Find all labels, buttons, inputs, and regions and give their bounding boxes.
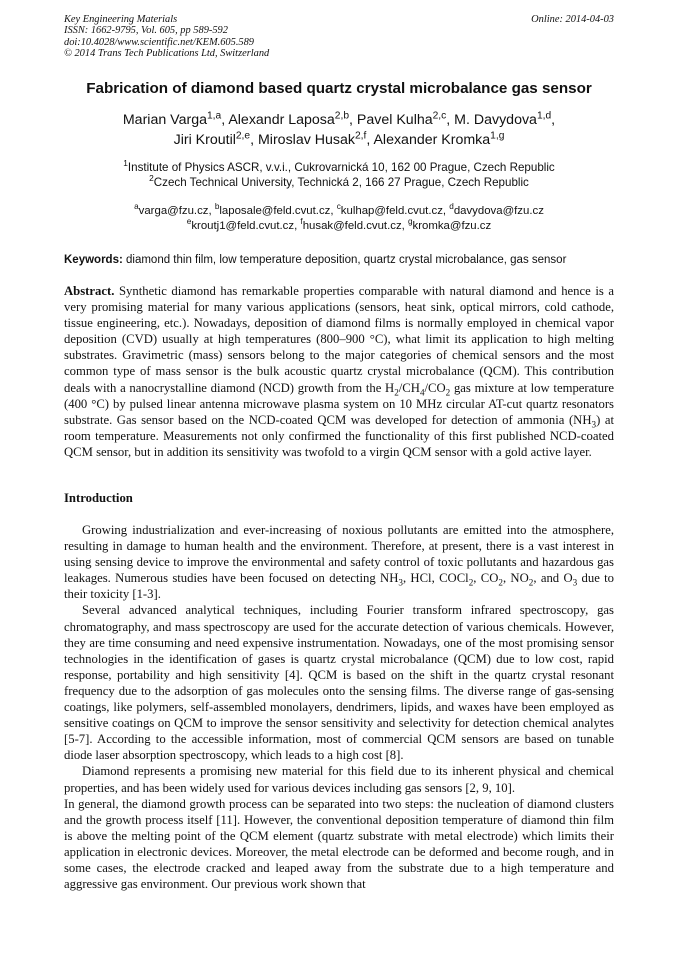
subscript: 3 xyxy=(572,577,578,588)
abstract-text: /CH xyxy=(398,380,420,395)
author: Miroslav Husak xyxy=(257,131,355,148)
abstract xyxy=(64,283,614,460)
author-affil-mark: 1,g xyxy=(490,129,505,141)
author-affil-mark: 2,e xyxy=(235,129,251,141)
paragraph: Diamond represents a promising new material for this field due to its inherent physical and chemical properties, and has been widely used for various devices including gas sensors [2, 9, 10]. xyxy=(64,764,614,795)
paper-title: Fabrication of diamond based quartz crystal microbalance gas sensor xyxy=(86,80,592,97)
paragraph xyxy=(64,522,614,602)
author: Alexander Kromka xyxy=(373,131,491,148)
keywords-label: Keywords: xyxy=(64,254,123,266)
affiliation xyxy=(40,172,638,191)
author: M. Davydova xyxy=(454,112,537,128)
affiliation-mark: 1 xyxy=(123,158,128,169)
email-link[interactable]: laposale@feld.cvut.cz xyxy=(219,205,331,217)
author: Marian Varga xyxy=(122,112,207,128)
doi-line: doi:10.4028/www.scientific.net/KEM.605.589 xyxy=(64,36,254,48)
affiliations xyxy=(40,158,638,191)
email-link[interactable]: varga@fzu.cz xyxy=(138,205,209,217)
keywords-text: diamond thin film, low temperature deposition, quartz crystal microbalance, gas sensor xyxy=(126,254,567,266)
author-affil-mark: 2,c xyxy=(432,110,447,122)
email-mark: g xyxy=(407,217,413,227)
section-heading-introduction: Introduction xyxy=(64,491,133,505)
journal-header xyxy=(64,14,614,60)
paragraph: Several advanced analytical techniques, including Fourier transform infrared spectroscopy, gas chromatography, and mass spectroscopy are used for the accurate detection of various chemicals. However, they are time consuming and need expensive instrumentation. Nowadays, one of the most promising sensor technologies in the identification of gases is quartz crystal microbalance (QCM) due to low cost, rapid response, portability and high sensitivity [4]. QCM is based on the shift in the quartz crystal resonant frequency due to the adsorption of gas molecules onto the sensing films. The diverse range of gas-sensing coatings, like polymers, self-assembled monolayers, dendrimers, lipids, and waxes have been employed as sensitive coatings on QCM to improve the sensor sensitivity and selectivity for detection chemical analytes [5-7]. According to the accessible information, most of commercial QCM sensors are based on tunable diode laser absorption spectroscopy, which leads to a high cost [8]. xyxy=(64,603,614,763)
author-affil-mark: 1,a xyxy=(206,110,222,122)
paragraph-text: , and O xyxy=(533,571,573,586)
email-link[interactable]: davydova@fzu.cz xyxy=(453,205,544,217)
journal-name: Key Engineering Materials xyxy=(64,14,178,25)
email-mark: c xyxy=(336,202,341,212)
paragraph: In general, the diamond growth process can be separated into two steps: the nucleation of diamond clusters and the growth process itself [11]. However, the conventional deposition temperature of diamond thin film is above the melting point of the QCM element (quartz substrate with metal electrode) which limits their application in electronic devices. Moreover, the metal electrode can be deformed and become rough, and in some cases, the electrode cracked and leaped away from the substrate due to a high temperature and aggressive gas environment. Our previous work shown that xyxy=(64,796,614,892)
paragraph-text: , NO xyxy=(502,571,529,586)
affiliation-mark: 2 xyxy=(149,172,154,183)
email-mark: a xyxy=(134,202,139,212)
abstract-text: /CO xyxy=(424,380,446,395)
abstract-label: Abstract. xyxy=(64,284,115,298)
paragraph-text: Growing industrialization and ever-increasing of noxious pollutants are emitted into the atmosphere, resulting in damage to human health and the environment. Therefore, at present, there is a vast interest in using sensing device to improve the environmental and safety control of toxic pollutants and hazardous gas leakages. Numerous studies have been focused on detecting NH xyxy=(64,523,614,586)
email-mark: b xyxy=(214,202,220,212)
author: Jiri Kroutil xyxy=(173,131,236,148)
email-link[interactable]: kroutj1@feld.cvut.cz xyxy=(191,220,295,232)
paragraph-text: , CO xyxy=(473,571,499,586)
subscript: 2 xyxy=(394,387,399,398)
paragraph-text: , HCl, COCl xyxy=(402,571,469,586)
online-date: Online: 2014-04-03 xyxy=(531,14,614,25)
email-list: $^a$varga@fzu.cz, $^b$laposale@feld.cvut.cz, $^c$kulhap@feld.cvut.cz, $^d$davydova@fzu.cz $^e$kroutj1@feld.cvut.cz, $^f$husak@feld.cvut.cz, $^g$kromka@fzu.cz xyxy=(134,202,544,232)
author: Pavel Kulha xyxy=(356,112,433,128)
email-link[interactable]: kromka@fzu.cz xyxy=(412,220,492,232)
keywords xyxy=(64,254,614,266)
email-mark: e xyxy=(186,217,192,227)
abstract-text: Synthetic diamond has remarkable properties comparable with natural diamond and hence is a very promising material for many various applications (sensors, heat sink, optical mirrors, cold cathode, tissue engineering, etc.). Nowadays, deposition of diamond films is normally employed in chemical vapor deposition (CVD) usually at high temperatures (800–900 °C), what limit its application to high melting substrates. Gravimetric (mass) sensors belong to the major categories of chemical sensors and the most common type of mass sensor is the bulk acoustic quartz crystal microbalance (QCM). This contribution deals with a nanocrystalline diamond (NCD) growth from the H xyxy=(64,284,614,395)
subscript: 2 xyxy=(445,387,451,398)
affiliation-text: Czech Technical University, Technická 2, 166 27 Prague, Czech Republic xyxy=(153,175,529,189)
email-link[interactable]: kulhap@feld.cvut.cz xyxy=(340,205,443,217)
subscript: 4 xyxy=(419,387,425,398)
issn-line: ISSN: 1662-9795, Vol. 605, pp 589-592 xyxy=(64,25,228,37)
subscript: 2 xyxy=(498,577,503,588)
subscript: 3 xyxy=(591,419,597,430)
email-mark: d xyxy=(449,202,454,212)
author: Alexandr Laposa xyxy=(228,112,335,128)
author-affil-mark: 1,d xyxy=(536,110,552,122)
abstract-text: ) at room temperature. Measurements not only confirmed the functionality of this first published NCD-coated QCM sensor, but in addition its sensitivity was twofold to a virgin QCM sensor with a gold active layer. xyxy=(64,412,614,459)
author-list: Marian Varga$^{1,a}$, Alexandr Laposa$^{2,b}$, Pavel Kulha$^{2,c}$, M. Davydova$^{1,d}$, Jiri Kroutil$^{2,e}$, Miroslav Husak$^{2,f}$, Alexander Kromka$^{1,g}$ xyxy=(122,110,556,148)
paragraph-text: due to their toxicity [1-3]. xyxy=(64,571,615,602)
introduction-body xyxy=(64,522,614,892)
author-affil-mark: 2,f xyxy=(354,129,367,141)
copyright-line: © 2014 Trans Tech Publications Ltd, Switzerland xyxy=(64,48,270,60)
abstract-text: gas mixture at low temperature (400 °C) by pulsed linear antenna microwave plasma system on 10 MHz circular AT-cut quartz resonators substrate. Gas sensor based on the NCD-coated QCM was developed for detection of ammonia (NH xyxy=(64,380,614,427)
subscript: 2 xyxy=(528,577,534,588)
author-affil-mark: 2,b xyxy=(334,110,350,122)
affiliation xyxy=(40,158,638,176)
affiliation-text: Institute of Physics ASCR, v.v.i., Cukrovarnická 10, 162 00 Prague, Czech Republic xyxy=(127,161,555,174)
subscript: 2 xyxy=(468,577,474,588)
email-mark: f xyxy=(300,217,303,227)
email-link[interactable]: husak@feld.cvut.cz xyxy=(302,220,402,232)
subscript: 3 xyxy=(398,577,403,588)
